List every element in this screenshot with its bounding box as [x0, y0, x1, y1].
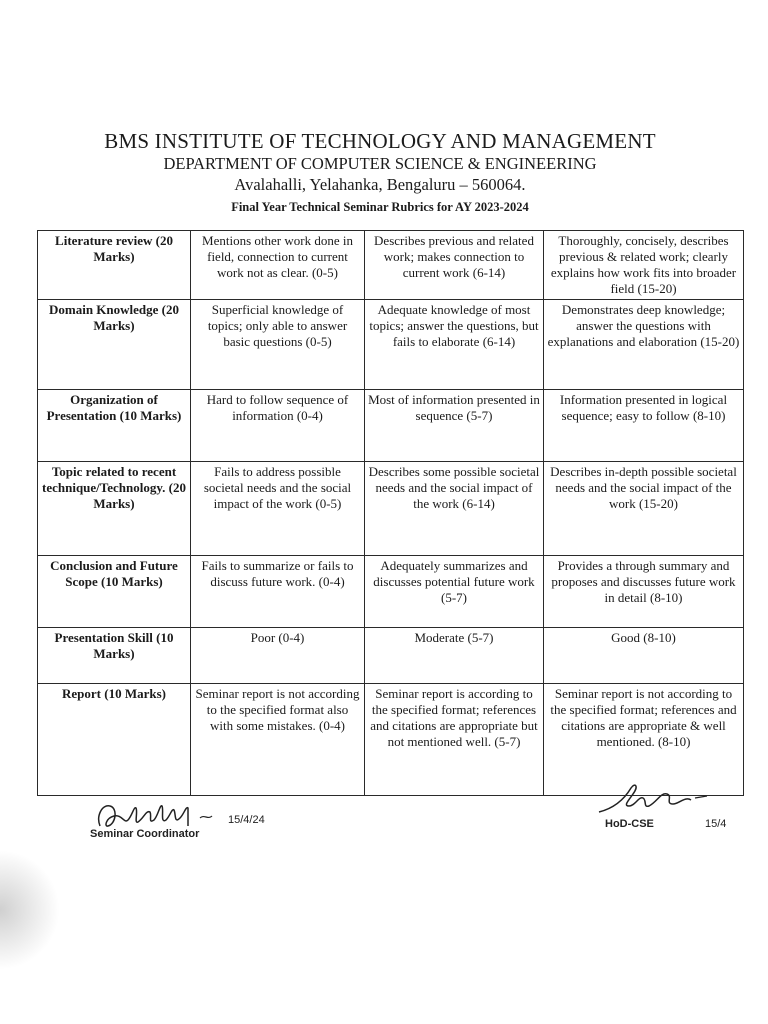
criterion-organization: Organization of Presentation (10 Marks): [38, 390, 191, 462]
coordinator-date: 15/4/24: [228, 814, 265, 826]
table-row: [38, 390, 744, 462]
criterion-conclusion: Conclusion and Future Scope (10 Marks): [38, 556, 191, 628]
level-cell: Superficial knowledge of topics; only able to answer basic questions (0-5): [191, 300, 365, 390]
level-cell: Poor (0-4): [191, 628, 365, 684]
level-cell: Moderate (5-7): [365, 628, 544, 684]
institute-address: Avalahalli, Yelahanka, Bengaluru – 560064.: [234, 175, 526, 194]
table-row: [38, 462, 744, 556]
criterion-topic-related: Topic related to recent technique/Technology. (20 Marks): [38, 462, 191, 556]
level-cell: Mentions other work done in field, connection to current work not as clear. (0-5): [191, 231, 365, 300]
criterion-presentation-skill: Presentation Skill (10 Marks): [38, 628, 191, 684]
institute-name: BMS INSTITUTE OF TECHNOLOGY AND MANAGEMENT: [104, 129, 656, 153]
criterion-literature-review: Literature review (20 Marks): [38, 231, 191, 300]
level-cell: Adequately summarizes and discusses potential future work (5-7): [365, 556, 544, 628]
coordinator-signature-block: [88, 796, 278, 846]
hod-signature-block: [595, 778, 755, 838]
level-cell: Most of information presented in sequence (5-7): [365, 390, 544, 462]
criterion-report: Report (10 Marks): [38, 684, 191, 796]
table-row: [38, 556, 744, 628]
level-cell: Adequate knowledge of most topics; answer the questions, but fails to elaborate (6-14): [365, 300, 544, 390]
level-cell: Demonstrates deep knowledge; answer the questions with explanations and elaboration (15-20): [544, 300, 744, 390]
hod-signature-image: [595, 778, 745, 820]
level-cell: Fails to address possible societal needs and the social impact of the work (0-5): [191, 462, 365, 556]
level-cell: Seminar report is not according to the specified format; references and citations are appropriate & well mentioned. (8-10): [544, 684, 744, 796]
level-cell: Hard to follow sequence of information (0-4): [191, 390, 365, 462]
level-cell: Describes in-depth possible societal needs and the social impact of the work (15-20): [544, 462, 744, 556]
level-cell: Good (8-10): [544, 628, 744, 684]
level-cell: Fails to summarize or fails to discuss future work. (0-4): [191, 556, 365, 628]
document-title: Final Year Technical Seminar Rubrics for AY 2023-2024: [231, 200, 529, 214]
rubric-table: [37, 230, 744, 796]
department-name: DEPARTMENT OF COMPUTER SCIENCE & ENGINEERING: [163, 154, 597, 173]
level-cell: Thoroughly, concisely, describes previous & related work; clearly explains how work fits into broader field (15-20): [544, 231, 744, 300]
criterion-domain-knowledge: Domain Knowledge (20 Marks): [38, 300, 191, 390]
level-cell: Describes previous and related work; makes connection to current work (6-14): [365, 231, 544, 300]
level-cell: Describes some possible societal needs and the social impact of the work (6-14): [365, 462, 544, 556]
page-shadow: [0, 850, 60, 970]
table-row: [38, 231, 744, 300]
hod-date: 15/4: [705, 818, 727, 830]
level-cell: Seminar report is according to the specified format; references and citations are appropriate but not mentioned well. (5-7): [365, 684, 544, 796]
table-row: [38, 628, 744, 684]
level-cell: Provides a through summary and proposes and discusses future work in detail (8-10): [544, 556, 744, 628]
coordinator-label: Seminar Coordinator: [90, 828, 200, 840]
document-header: [40, 128, 720, 216]
level-cell: Seminar report is not according to the specified format also with some mistakes. (0-4): [191, 684, 365, 796]
level-cell: Information presented in logical sequence; easy to follow (8-10): [544, 390, 744, 462]
hod-label: HoD-CSE: [605, 818, 654, 830]
table-row: [38, 300, 744, 390]
